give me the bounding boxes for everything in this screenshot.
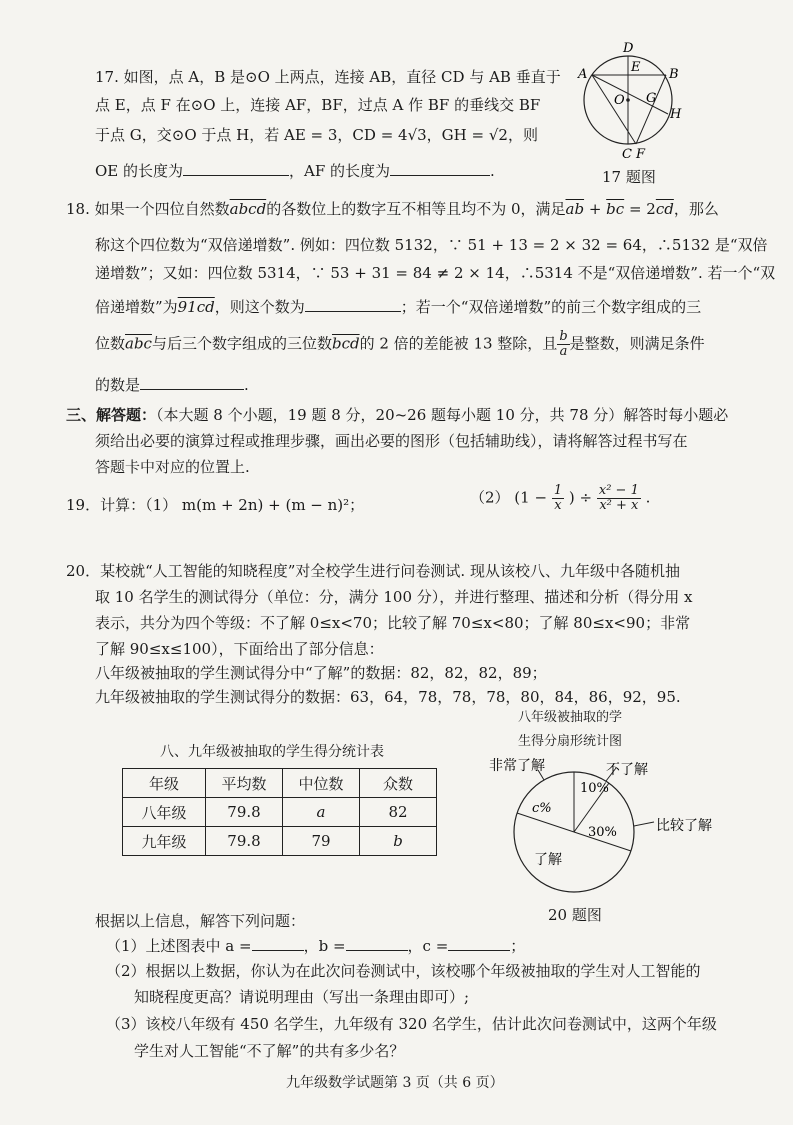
answer-blank[interactable] [252,936,304,951]
page-footer: 九年级数学试题第 3 页（共 6 页） [286,1075,504,1091]
q18-text: = 2 [624,200,656,218]
label-o: O [614,93,625,108]
pie-title-line1: 八年级被抽取的学 [518,710,623,725]
q20-line2: 取 10 名学生的测试得分（单位：分，满分 100 分），并进行整理、描述和分析（得分用 x [95,588,693,606]
label-f: F [636,147,646,162]
q20-sub2-line2: 知晓程度更高？请说明理由（写出一条理由即可）; [134,988,470,1006]
q19-text: （2） (1 − [470,488,548,507]
q17-line4-c: . [490,162,495,180]
q19-part1: 19．计算：（1） m(m + 2n) + (m − n)²； [66,496,365,514]
q20-sub3-line2: 学生对人工智能“不了解”的共有多少名？ [134,1042,405,1060]
fraction-numerator: b [559,329,568,344]
chord-af [592,75,636,144]
pie-value-not: 10% [580,781,609,796]
table-cell: 九年级 [123,827,206,856]
label-g: G [646,91,657,106]
table-cell: 79.8 [206,827,283,856]
answer-blank[interactable] [305,297,401,312]
overline-number: $\overline{abc}$ [125,334,152,353]
table-header-row [123,769,437,798]
q17-line3: 于点 G，交⊙O 于点 H，若 AE = 3，CD = 4√3，GH = √2，则 [95,126,538,144]
fraction-x2 [597,484,641,513]
answer-blank[interactable] [346,936,408,951]
table-cell: 79 [283,827,360,856]
label-h: H [670,107,682,122]
overline-number: $\overline{cd}$ [655,200,674,218]
overline-number: $\overline{ab}$ [565,200,585,218]
overline-number: $\overline{bcd}$ [331,334,360,353]
section3-line1 [66,404,728,425]
table-cell: 八年级 [123,798,206,827]
q20-line1: 20．某校就“人工智能的知晓程度”对全校学生进行问卷测试. 现从该校八、九年级中各随机抽 [66,562,680,580]
q20-text: （1）上述图表中 a = [106,937,252,955]
table-header-cell: 中位数 [283,769,360,798]
table-cell: 82 [360,798,437,827]
fraction-denominator: x² + x [599,498,639,513]
q18-text: 的 2 倍的差能被 13 整除，且 [359,334,558,353]
overline-number: 91cd [177,298,215,316]
pie-caption: 20 题图 [548,906,602,924]
section-text: （本大题 8 个小题，19 题 8 分，20~26 题每小题 10 分，共 78 分）解答时每小题必 [156,406,729,424]
pie-title-line2: 生得分扇形统计图 [518,734,623,749]
q17-line2: 点 E，点 F 在⊙O 上，连接 AF，BF，过点 A 作 BF 的垂线交 BF [95,96,541,114]
q20-sub3-line1: （3）该校八年级有 450 名学生，九年级有 320 名学生，估计此次问卷测试中，这两个年级 [106,1015,717,1033]
q18-text: + [584,200,607,218]
fraction-1-over-x [552,484,564,513]
q20-text: ，b = [303,937,346,955]
q19-text: . [645,488,651,507]
q18-text: ；若一个“双倍递增数”的前三个数字组成的三 [400,298,702,316]
q18-text: 位数 [95,334,126,353]
table-cell: b [360,827,437,856]
chord-bf [636,75,666,144]
leader-line [634,822,654,826]
q18-text: 与后三个数字组成的三位数 [151,334,332,353]
label-d: D [623,41,634,56]
q18-line5 [95,330,705,359]
answer-blank[interactable] [140,375,244,390]
q18-text: 18. 如果一个四位自然数 [66,200,230,218]
answer-blank[interactable] [183,161,289,176]
q18-text: 是整数，则满足条件 [569,334,705,353]
q17-line4 [95,160,495,181]
center-point [626,98,630,102]
overline-number: $\overline{bc}$ [606,200,625,218]
table-row [123,827,437,856]
answer-blank[interactable] [390,161,490,176]
pie-label-know: 了解 [534,852,562,868]
table-header-cell: 年级 [123,769,206,798]
section3-line2: 须给出必要的演算过程或推理步骤，画出必要的图形（包括辅助线），请将解答过程书写在 [95,432,688,450]
q18-text: ，那么 [673,200,719,218]
q18-line1 [66,198,719,219]
pie-value-somewhat: 30% [588,825,617,840]
label-b: B [669,67,679,82]
q20-sub2-line1: （2）根据以上数据，你认为在此次问卷测试中，该校哪个年级被抽取的学生对人工智能的 [106,962,701,980]
q18-line6 [95,374,249,395]
fraction-numerator: x² − 1 [598,483,639,498]
q17-line4-a: OE 的长度为 [95,162,184,180]
pie-label-somewhat: 比较了解 [656,818,712,834]
q18-text: 的数是 [95,376,141,394]
table-cell: a [283,798,360,827]
section3-line3: 答题卡中对应的位置上. [95,458,250,476]
q18-text: 的各数位上的数字互不相等且均不为 0，满足 [266,200,566,218]
label-c: C [622,147,632,162]
fraction-b-over-a [557,330,569,359]
q17-figure-caption: 17 题图 [602,168,656,186]
q17-circle-figure [570,38,690,168]
q18-text: 倍递增数”为 [95,298,178,316]
q20-line4: 了解 90≤x≤100），下面给出了部分信息： [95,640,384,658]
q18-text: ，则这个数为 [214,298,305,316]
pie-chart [488,756,738,906]
q18-line4 [95,296,701,317]
answer-blank[interactable] [448,936,510,951]
q20-sub1 [106,935,525,956]
overline-number: abcd [229,200,267,218]
fraction-denominator: x [554,498,562,513]
q20-text: ，c = [407,937,449,955]
label-a: A [578,67,588,82]
q20-intro: 根据以上信息，解答下列问题： [95,912,306,930]
q18-text: . [244,376,249,394]
table-header-cell: 众数 [360,769,437,798]
q18-line3: 递增数”；又如：四位数 5314，∵ 53 + 31 = 84 ≠ 2 × 14，∴5314 不是“双倍递增数”. 若一个“双 [95,264,776,282]
fraction-numerator: 1 [553,483,563,498]
q20-text: ； [510,937,526,955]
label-e: E [631,60,641,75]
stats-table [122,768,437,856]
pie-value-very: c% [532,801,552,816]
line-ah [592,75,668,114]
q17-line1: 17. 如图，点 A，B 是⊙O 上两点，连接 AB，直径 CD 与 AB 垂直于 [95,68,561,86]
q17-line4-b: ，AF 的长度为 [289,162,391,180]
q20-line3: 表示，共分为四个等级：不了解 0≤x<70；比较了解 70≤x<80；了解 80≤x<90；非常 [95,614,691,632]
pie-label-very: 非常了解 [489,758,545,774]
q18-line2: 称这个四位数为“双倍递增数”. 例如：四位数 5132，∵ 51 + 13 = 2 × 32 = 64，∴5132 是“双倍 [95,236,768,254]
table-title: 八、九年级被抽取的学生得分统计表 [160,744,384,760]
q19-part2 [470,484,650,513]
table-cell: 79.8 [206,798,283,827]
table-header-cell: 平均数 [206,769,283,798]
section-heading: 三、解答题： [66,406,157,424]
pie-label-not: 不了解 [606,762,648,778]
table-row [123,798,437,827]
q19-text: ) ÷ [568,488,593,507]
q20-line5: 八年级被抽取的学生测试得分中“了解”的数据：82，82，82，89； [95,664,547,682]
q20-line6: 九年级被抽取的学生测试得分的数据：63，64，78，78，78，80，84，86，92，95. [95,688,681,706]
fraction-denominator: a [559,344,568,359]
